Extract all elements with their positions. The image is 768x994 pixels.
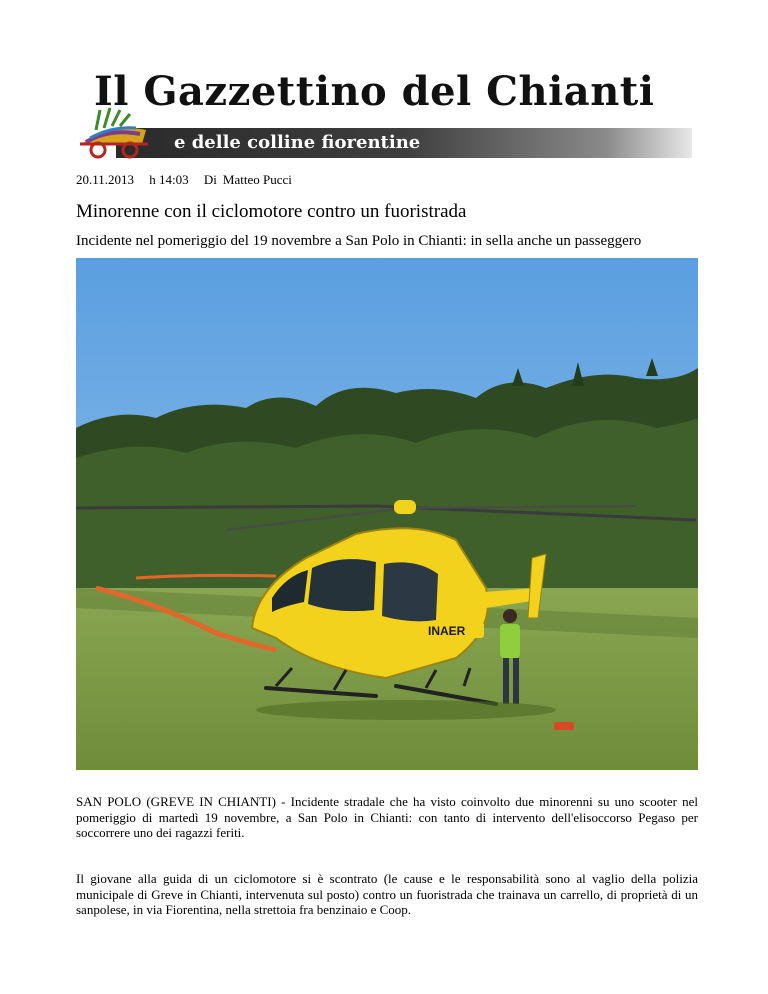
article-time: h 14:03 (149, 172, 189, 187)
author-prefix: Di (203, 172, 217, 187)
helicopter-photo (76, 258, 698, 770)
masthead (76, 64, 692, 160)
svg-text:INAER: INAER (428, 624, 466, 638)
article-paragraph-2: Il giovane alla guida di un ciclomotore si è scontrato (le cause e le responsabilità sono al vaglio della polizia municipale di Greve in Chianti, intervenuta sul posto) contro un fuoristrada che trainava un carrello, di proprietà di un sanpolese, in via Fiorentina, nella strettoia fra benzinaio e Coop. (76, 871, 698, 917)
article-headline: Minorenne con il ciclomotore contro un fuoristrada (76, 201, 467, 222)
fruit-cart-logo-icon (76, 104, 154, 160)
newspaper-subtitle: e delle colline fiorentine (174, 132, 421, 153)
newspaper-title: Il Gazzettino del Chianti (94, 68, 655, 115)
article-meta (76, 172, 304, 188)
article-author: Matteo Pucci (222, 172, 292, 187)
article-paragraph-1: SAN POLO (GREVE IN CHIANTI) - Incidente stradale che ha visto coinvolto due minorenni su uno scooter nel pomeriggio di martedì 19 novembre, a San Polo in Chianti: con tanto di intervento dell'elisoccorso Pegaso per soccorrere uno dei ragazzi feriti. (76, 794, 698, 840)
article-photo (76, 258, 698, 770)
article-subheadline: Incidente nel pomeriggio del 19 novembre a San Polo in Chianti: in sella anche un passeggero (76, 233, 642, 249)
article-date: 20.11.2013 (76, 172, 135, 187)
